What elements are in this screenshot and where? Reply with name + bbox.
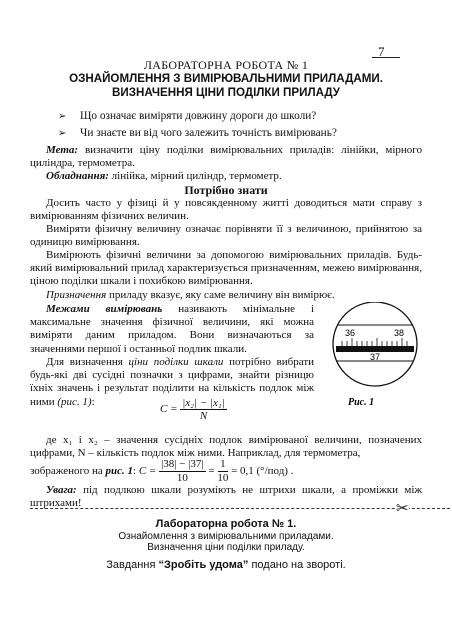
example-lead: зображеного на	[30, 465, 103, 478]
arrow-bullet-icon: ➢	[58, 128, 67, 139]
heading-line-2: ВИЗНАЧЕННЯ ЦІНИ ПОДІЛКИ ПРИЛАДУ	[111, 86, 341, 99]
figure-caption: Рис. 1	[348, 397, 375, 408]
stub-task-post: подано на звороті.	[251, 559, 346, 571]
goal-paragraph	[30, 144, 422, 170]
cut-line	[30, 508, 450, 509]
figure-thermometer-scale	[320, 302, 430, 414]
example-numerator-2: 1	[218, 458, 228, 472]
purpose-term: Призначення	[46, 289, 107, 301]
goal-text: визначити ціну поділки вимірювальних приладів: лінійки, мірного циліндра, термометра.	[30, 144, 422, 170]
stub-task-bold: “Зробіть удома”	[158, 559, 249, 571]
example-fraction-2	[217, 458, 228, 485]
stub-line-3: Визначення ціни поділки приладу.	[147, 542, 305, 553]
formula-fraction	[180, 397, 226, 422]
goal-label: Мета:	[46, 144, 79, 156]
stub-line-2: Ознайомлення з вимірювальними приладами.	[118, 531, 334, 542]
example-denominator-1: 10	[176, 472, 188, 485]
equipment-label: Обладнання:	[46, 170, 109, 182]
heading-line-1: ОЗНАЙОМЛЕННЯ З ВИМІРЮВАЛЬНИМИ ПРИЛАДАМИ.	[69, 72, 383, 85]
formula-numerator: |x₂| − |x₁|	[182, 397, 225, 409]
question-text: Що означає виміряти довжину дороги до школи?	[80, 110, 317, 122]
example-result: = 0,1 (°/под) .	[231, 465, 294, 478]
division-term: ціни поділки шкали	[128, 356, 224, 368]
figure-reference: (рис. 1)	[57, 395, 92, 408]
scissors-icon: ✂	[396, 499, 409, 517]
scale-label-37: 37	[370, 352, 381, 362]
example-figure-ref: рис. 1	[105, 465, 133, 478]
stub-title: Лабораторна робота № 1.	[155, 518, 297, 530]
stub-task-pre: Завдання	[106, 559, 156, 571]
division-lead: Для визначення	[46, 356, 123, 368]
paragraph-7: де x₁ і x₂ – значення сусідніх подлок вимірюваної величини, позначених цифрами, N – кількість подлок між ними. Наприклад, для термометра,	[30, 434, 422, 460]
scale-label-36: 36	[345, 328, 356, 338]
main-heading	[0, 72, 452, 100]
stub-block	[0, 518, 452, 571]
paragraph-4	[30, 289, 422, 302]
lab-title: ЛАБОРАТОРНА РОБОТА № 1	[143, 58, 309, 72]
note-label: Увага:	[46, 484, 77, 496]
section-title: Потрібно знати	[184, 183, 268, 197]
equipment-text: лінійка, мірний циліндр, термометр.	[111, 170, 282, 182]
arrow-bullet-icon: ➢	[58, 111, 67, 122]
scale-label-38: 38	[394, 328, 405, 338]
formula-denominator: N	[199, 410, 208, 422]
stub-task	[0, 559, 452, 571]
limits-text: називають мінімальне і максимальне значення фізичної величини, які можна виміряти даним приладом. Вони визначаються за значеннями першої і останньої подлик шкали.	[30, 303, 315, 355]
note-paragraph	[30, 484, 422, 510]
question-text: Чи знаєте ви від чого залежить точність вимірювань?	[80, 127, 337, 139]
page-number: 7	[378, 44, 385, 59]
paragraph-1: Досить часто у фізиці й у повсякденному житті доводиться мати справу з вимірюванням фізичних величин.	[30, 197, 422, 223]
division-text: потрібно вибрати будь-які дві сусідні позначки з цифрами, знайти різницю їхніх значень і результат поділити на кількість подлок між ними	[30, 356, 315, 408]
question-list	[58, 108, 337, 142]
question-item	[58, 108, 337, 125]
purpose-text: приладу вказує, яку саме величину він вимірює.	[108, 289, 335, 301]
note-text: під подлкою шкали розуміють не штрихи шкали, а проміжки між штрихами!	[30, 484, 422, 510]
paragraph-2: Виміряти фізичну величину означає порівняти її з величиною, прийнятою за одиницю вимірювання.	[30, 223, 422, 249]
example-numerator-1: |38| − |37|	[159, 458, 206, 472]
paragraph-3: Вимірюють фізичні величини за допомогою вимірювальних приладів. Будь-який вимірювальний прилад характеризується призначенням, межею вимірювання, ціною поділки шкали і похибкою вимірювання.	[30, 249, 422, 288]
example-fraction-1	[159, 458, 206, 485]
equipment-paragraph	[30, 170, 422, 183]
paragraph-5	[30, 303, 314, 356]
paragraph-6: Для визначення ціни поділки шкали потрібно вибрати будь-які дві сусідні позначки з цифрами, знайти різницю їхніх значень і результат поділити на кількість подлок між ними (рис. 1):	[30, 356, 315, 408]
formula-lhs: C =	[160, 403, 178, 416]
example-line: зображеного на рис. 1: C = $\frac{|38| - |37|}{10}$ = $\frac{1}{10}$ = 0,1 (°/под) .	[30, 458, 294, 485]
limits-term: Межами вимірювань	[46, 303, 163, 315]
question-item	[58, 125, 337, 142]
example-denominator-2: 10	[217, 472, 229, 485]
price-formula	[160, 397, 227, 422]
